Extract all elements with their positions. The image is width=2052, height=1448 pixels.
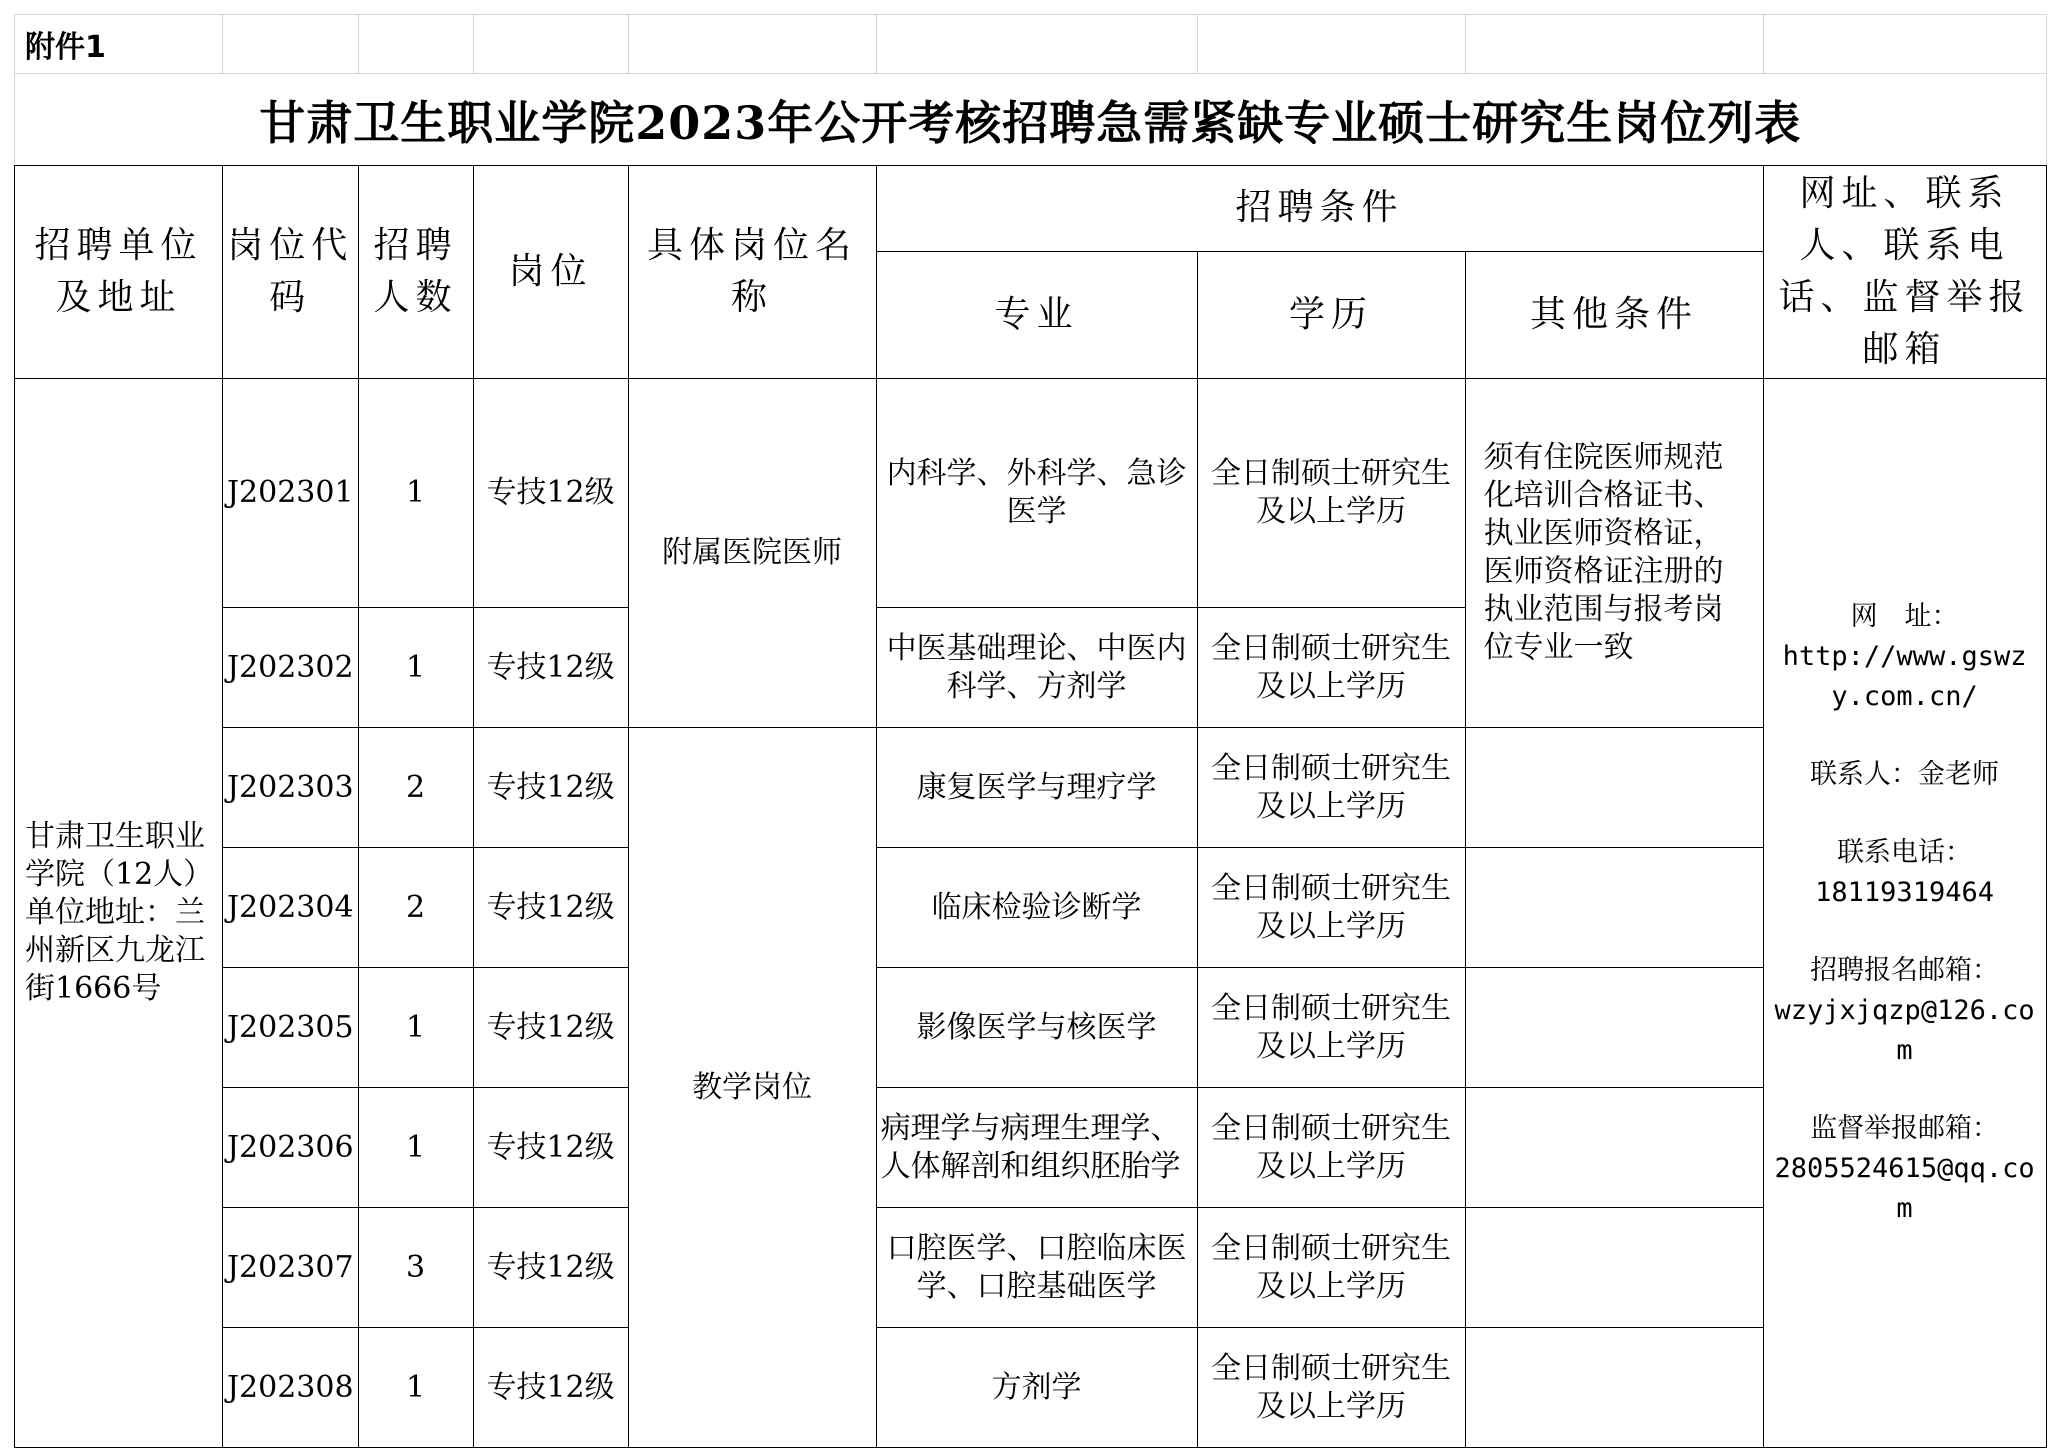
contact-person: 联系人：金老师 [1810, 759, 2000, 790]
website-link[interactable]: http://www.gswzy.com.cn/ [1782, 641, 2027, 712]
education-cell: 全日制硕士研究生及以上学历 [1197, 848, 1465, 968]
page-title: 甘肃卫生职业学院2023年公开考核招聘急需紧缺专业硕士研究生岗位列表 [15, 74, 2047, 166]
attachment-label: 附件1 [15, 15, 223, 74]
post-name-cell: 教学岗位 [628, 728, 876, 1448]
code-cell: J202304 [223, 848, 359, 968]
education-cell: 全日制硕士研究生及以上学历 [1197, 1328, 1465, 1448]
level-cell: 专技12级 [473, 968, 628, 1088]
level-cell: 专技12级 [473, 379, 628, 608]
count-cell: 1 [358, 1328, 473, 1448]
level-cell: 专技12级 [473, 848, 628, 968]
phone-number: 18119319464 [1815, 877, 1994, 908]
major-cell: 内科学、外科学、急诊医学 [876, 379, 1197, 608]
header-conditions: 招聘条件 [876, 166, 1763, 252]
education-cell: 全日制硕士研究生及以上学历 [1197, 608, 1465, 728]
education-cell: 全日制硕士研究生及以上学历 [1197, 728, 1465, 848]
table-row [15, 1328, 2047, 1448]
attachment-row [15, 15, 2047, 74]
major-cell: 影像医学与核医学 [876, 968, 1197, 1088]
code-cell: J202306 [223, 1088, 359, 1208]
other-conditions-empty [1465, 968, 1763, 1088]
table-row [15, 1088, 2047, 1208]
report-email-label: 监督举报邮箱： [1810, 1113, 2000, 1144]
other-conditions-empty [1465, 728, 1763, 848]
education-cell: 全日制硕士研究生及以上学历 [1197, 1208, 1465, 1328]
header-education: 学历 [1197, 251, 1465, 378]
code-cell: J202307 [223, 1208, 359, 1328]
header-level: 岗位 [473, 166, 628, 379]
table-row [15, 848, 2047, 968]
major-cell: 口腔医学、口腔临床医学、口腔基础医学 [876, 1208, 1197, 1328]
header-unit: 招聘单位及地址 [15, 166, 223, 379]
header-major: 专业 [876, 251, 1197, 378]
level-cell: 专技12级 [473, 1208, 628, 1328]
major-cell: 方剂学 [876, 1328, 1197, 1448]
header-contact: 网址、联系人、联系电话、监督举报邮箱 [1763, 166, 2046, 379]
signup-email[interactable]: wzyjxjqzp@126.com [1774, 995, 2035, 1066]
contact-cell [1763, 379, 2046, 1448]
education-cell: 全日制硕士研究生及以上学历 [1197, 1088, 1465, 1208]
count-cell: 1 [358, 968, 473, 1088]
website-label: 网 址： [1850, 601, 1959, 632]
table-row [15, 379, 2047, 608]
level-cell: 专技12级 [473, 1328, 628, 1448]
education-cell: 全日制硕士研究生及以上学历 [1197, 968, 1465, 1088]
signup-email-label: 招聘报名邮箱： [1810, 955, 2000, 986]
title-row [15, 74, 2047, 166]
phone-label: 联系电话： [1837, 837, 1973, 868]
code-cell: J202303 [223, 728, 359, 848]
header-count: 招聘人数 [358, 166, 473, 379]
table-row [15, 968, 2047, 1088]
header-row-1 [15, 166, 2047, 252]
major-cell: 病理学与病理生理学、人体解剖和组织胚胎学 [876, 1088, 1197, 1208]
level-cell: 专技12级 [473, 1088, 628, 1208]
major-cell: 临床检验诊断学 [876, 848, 1197, 968]
position-table [14, 14, 2047, 1448]
count-cell: 2 [358, 848, 473, 968]
count-cell: 3 [358, 1208, 473, 1328]
other-conditions-empty [1465, 848, 1763, 968]
count-cell: 1 [358, 608, 473, 728]
code-cell: J202302 [223, 608, 359, 728]
level-cell: 专技12级 [473, 608, 628, 728]
table-row [15, 728, 2047, 848]
header-post-name: 具体岗位名称 [628, 166, 876, 379]
code-cell: J202305 [223, 968, 359, 1088]
header-code: 岗位代码 [223, 166, 359, 379]
major-cell: 中医基础理论、中医内科学、方剂学 [876, 608, 1197, 728]
recruitment-sheet [14, 14, 2047, 1448]
unit-cell: 甘肃卫生职业学院（12人）单位地址：兰州新区九龙江街1666号 [15, 379, 223, 1448]
table-row [15, 1208, 2047, 1328]
other-conditions-empty [1465, 1088, 1763, 1208]
count-cell: 1 [358, 1088, 473, 1208]
report-email[interactable]: 2805524615@qq.com [1774, 1153, 2035, 1224]
post-name-cell: 附属医院医师 [628, 379, 876, 728]
header-other: 其他条件 [1465, 251, 1763, 378]
major-cell: 康复医学与理疗学 [876, 728, 1197, 848]
count-cell: 1 [358, 379, 473, 608]
other-conditions-cell: 须有住院医师规范化培训合格证书、执业医师资格证，医师资格证注册的执业范围与报考岗位专业一致 [1465, 379, 1763, 728]
level-cell: 专技12级 [473, 728, 628, 848]
other-conditions-empty [1465, 1328, 1763, 1448]
code-cell: J202308 [223, 1328, 359, 1448]
other-conditions-empty [1465, 1208, 1763, 1328]
code-cell: J202301 [223, 379, 359, 608]
education-cell: 全日制硕士研究生及以上学历 [1197, 379, 1465, 608]
count-cell: 2 [358, 728, 473, 848]
